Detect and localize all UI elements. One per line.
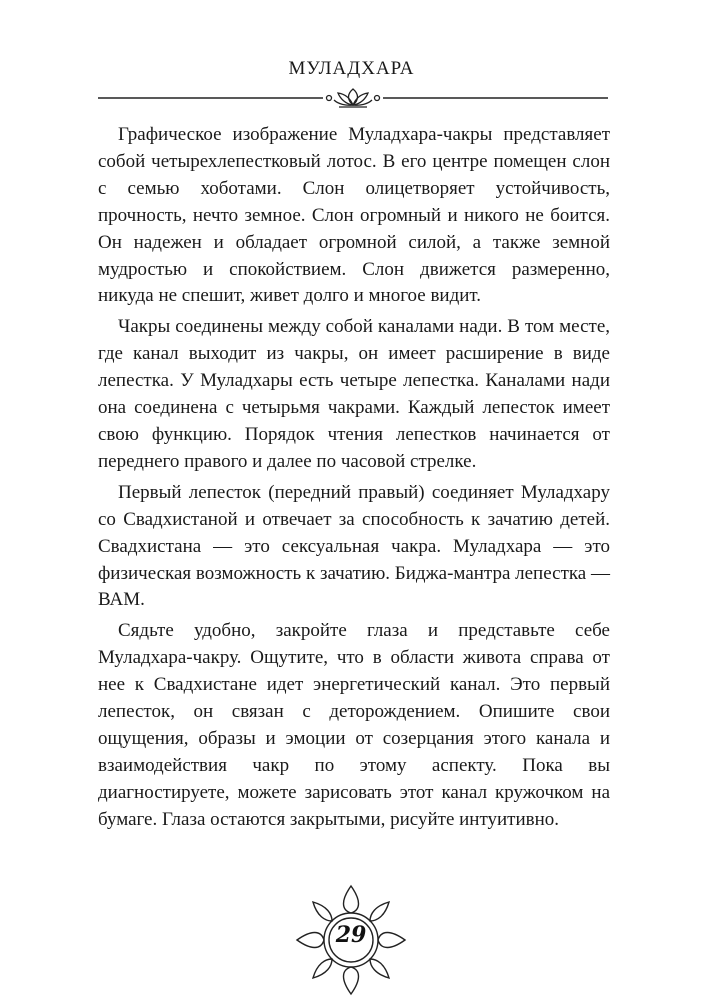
running-head-title: МУЛАДХАРА	[288, 58, 415, 79]
paragraph: Сядьте удобно, закройте глаза и представьте себе Муладхара-чакру. Ощутите, что в области живота справа от нее к Свадхистане идет энергетический канал. Это первый лепесток, он связан с деторождением. Опишите свои ощущения, образы и эмоции от созерцания этого канала и взаимодействия чакр по этому аспекту. Пока вы диагностируете, можете зарисовать этот канал кружочком на бумаге. Глаза остаются закрытыми, рисуйте интуитивно.	[98, 620, 610, 830]
page-number: 29	[335, 922, 367, 948]
paragraph: Чакры соединены между собой каналами нади. В том месте, где канал выходит из чакры, он имеет расширение в виде лепестка. У Муладхары есть четыре лепестка. Каналами нади она соединена с четырьмя чакрами. Каждый лепесток имеет свою функцию. Порядок чтения лепестков начинается от переднего правого и далее по часовой стрелке.	[98, 316, 610, 472]
paragraph: Первый лепесток (передний правый) соединяет Муладхару со Свадхистаной и отвечает за способность к зачатию детей. Свадхистана — это сексуальная чакра. Муладхара — это физическая возможность к зачатию. Биджа-мантра лепестка — ВАМ.	[98, 481, 610, 611]
lotus-icon	[327, 89, 380, 107]
paragraph: Графическое изображение Муладхара-чакры представляет собой четырехлепестковый лотос. В его центре помещен слон с семью хоботами. Слон олицетворяет устойчивость, прочность, нечто земное. Слон огромный и никого не боится. Он надежен и обладает огромной силой, а также земной мудростью и спокойствием. Слон движется размеренно, никуда не спешит, живет долго и многое видит.	[98, 124, 610, 307]
page-number-medallion	[291, 880, 411, 1000]
main-text	[98, 122, 610, 838]
lotus-divider-ornament	[98, 86, 608, 110]
